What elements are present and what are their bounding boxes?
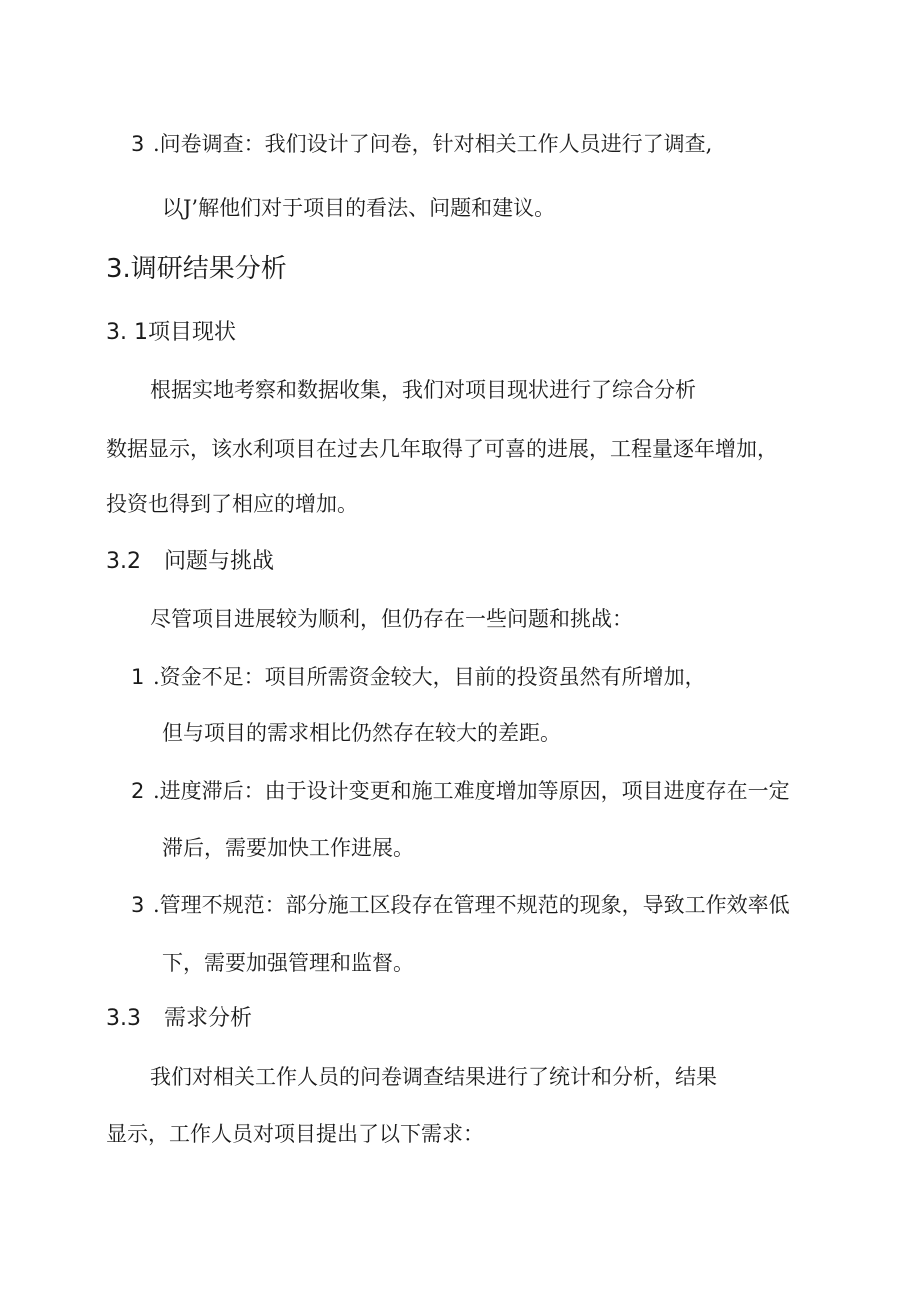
section-heading: 3.调研结果分析 xyxy=(106,254,287,284)
paragraph-line: 根据实地考察和数据收集，我们对项目现状进行了综合分析 xyxy=(150,378,696,402)
list-item xyxy=(131,895,790,916)
list-item-continuation: 下，需要加强管理和监督。 xyxy=(162,951,414,975)
subsection-number: 3.3 xyxy=(106,1006,141,1031)
list-item-number: 2 xyxy=(131,779,145,803)
paragraph-line: 尽管项目进展较为顺利，但仍存在一些问题和挑战： xyxy=(150,607,633,631)
list-item xyxy=(131,781,790,802)
list-item-continuation: 但与项目的需求相比仍然存在较大的差距。 xyxy=(162,721,561,745)
list-item-survey xyxy=(131,134,712,155)
subsection-heading xyxy=(106,1008,252,1030)
subsection-number: 3.2 xyxy=(106,549,141,574)
list-item-number: 3 xyxy=(131,132,145,156)
list-item-text: .资金不足：项目所需资金较大，目前的投资虽然有所增加， xyxy=(153,665,706,689)
paragraph-line: 我们对相关工作人员的问卷调查结果进行了统计和分析，结果 xyxy=(150,1065,717,1089)
subsection-heading: 3. 1项目现状 xyxy=(106,320,236,345)
list-item-text: .问卷调查：我们设计了问卷，针对相关工作人员进行了调查, xyxy=(153,132,713,156)
list-item-text: .管理不规范：部分施工区段存在管理不规范的现象，导致工作效率低 xyxy=(153,893,790,917)
paragraph-line: 数据显示，该水利项目在过去几年取得了可喜的进展，工程量逐年增加， xyxy=(106,437,778,461)
paragraph-line: 显示，工作人员对项目提出了以下需求： xyxy=(106,1122,484,1146)
list-item-text: .进度滞后：由于设计变更和施工难度增加等原因，项目进度存在一定 xyxy=(153,779,790,803)
list-item-number: 3 xyxy=(131,893,145,917)
list-item xyxy=(131,667,706,688)
list-item-number: 1 xyxy=(131,665,145,689)
subsection-title: 问题与挑战 xyxy=(164,549,275,574)
list-item-continuation: 滞后，需要加快工作进展。 xyxy=(162,836,414,860)
subsection-heading xyxy=(106,551,274,573)
paragraph-line: 投资也得到了相应的增加。 xyxy=(106,492,358,516)
list-item-continuation: 以J’解他们对于项目的看法、问题和建议。 xyxy=(162,196,556,220)
subsection-title: 需求分析 xyxy=(164,1006,253,1031)
